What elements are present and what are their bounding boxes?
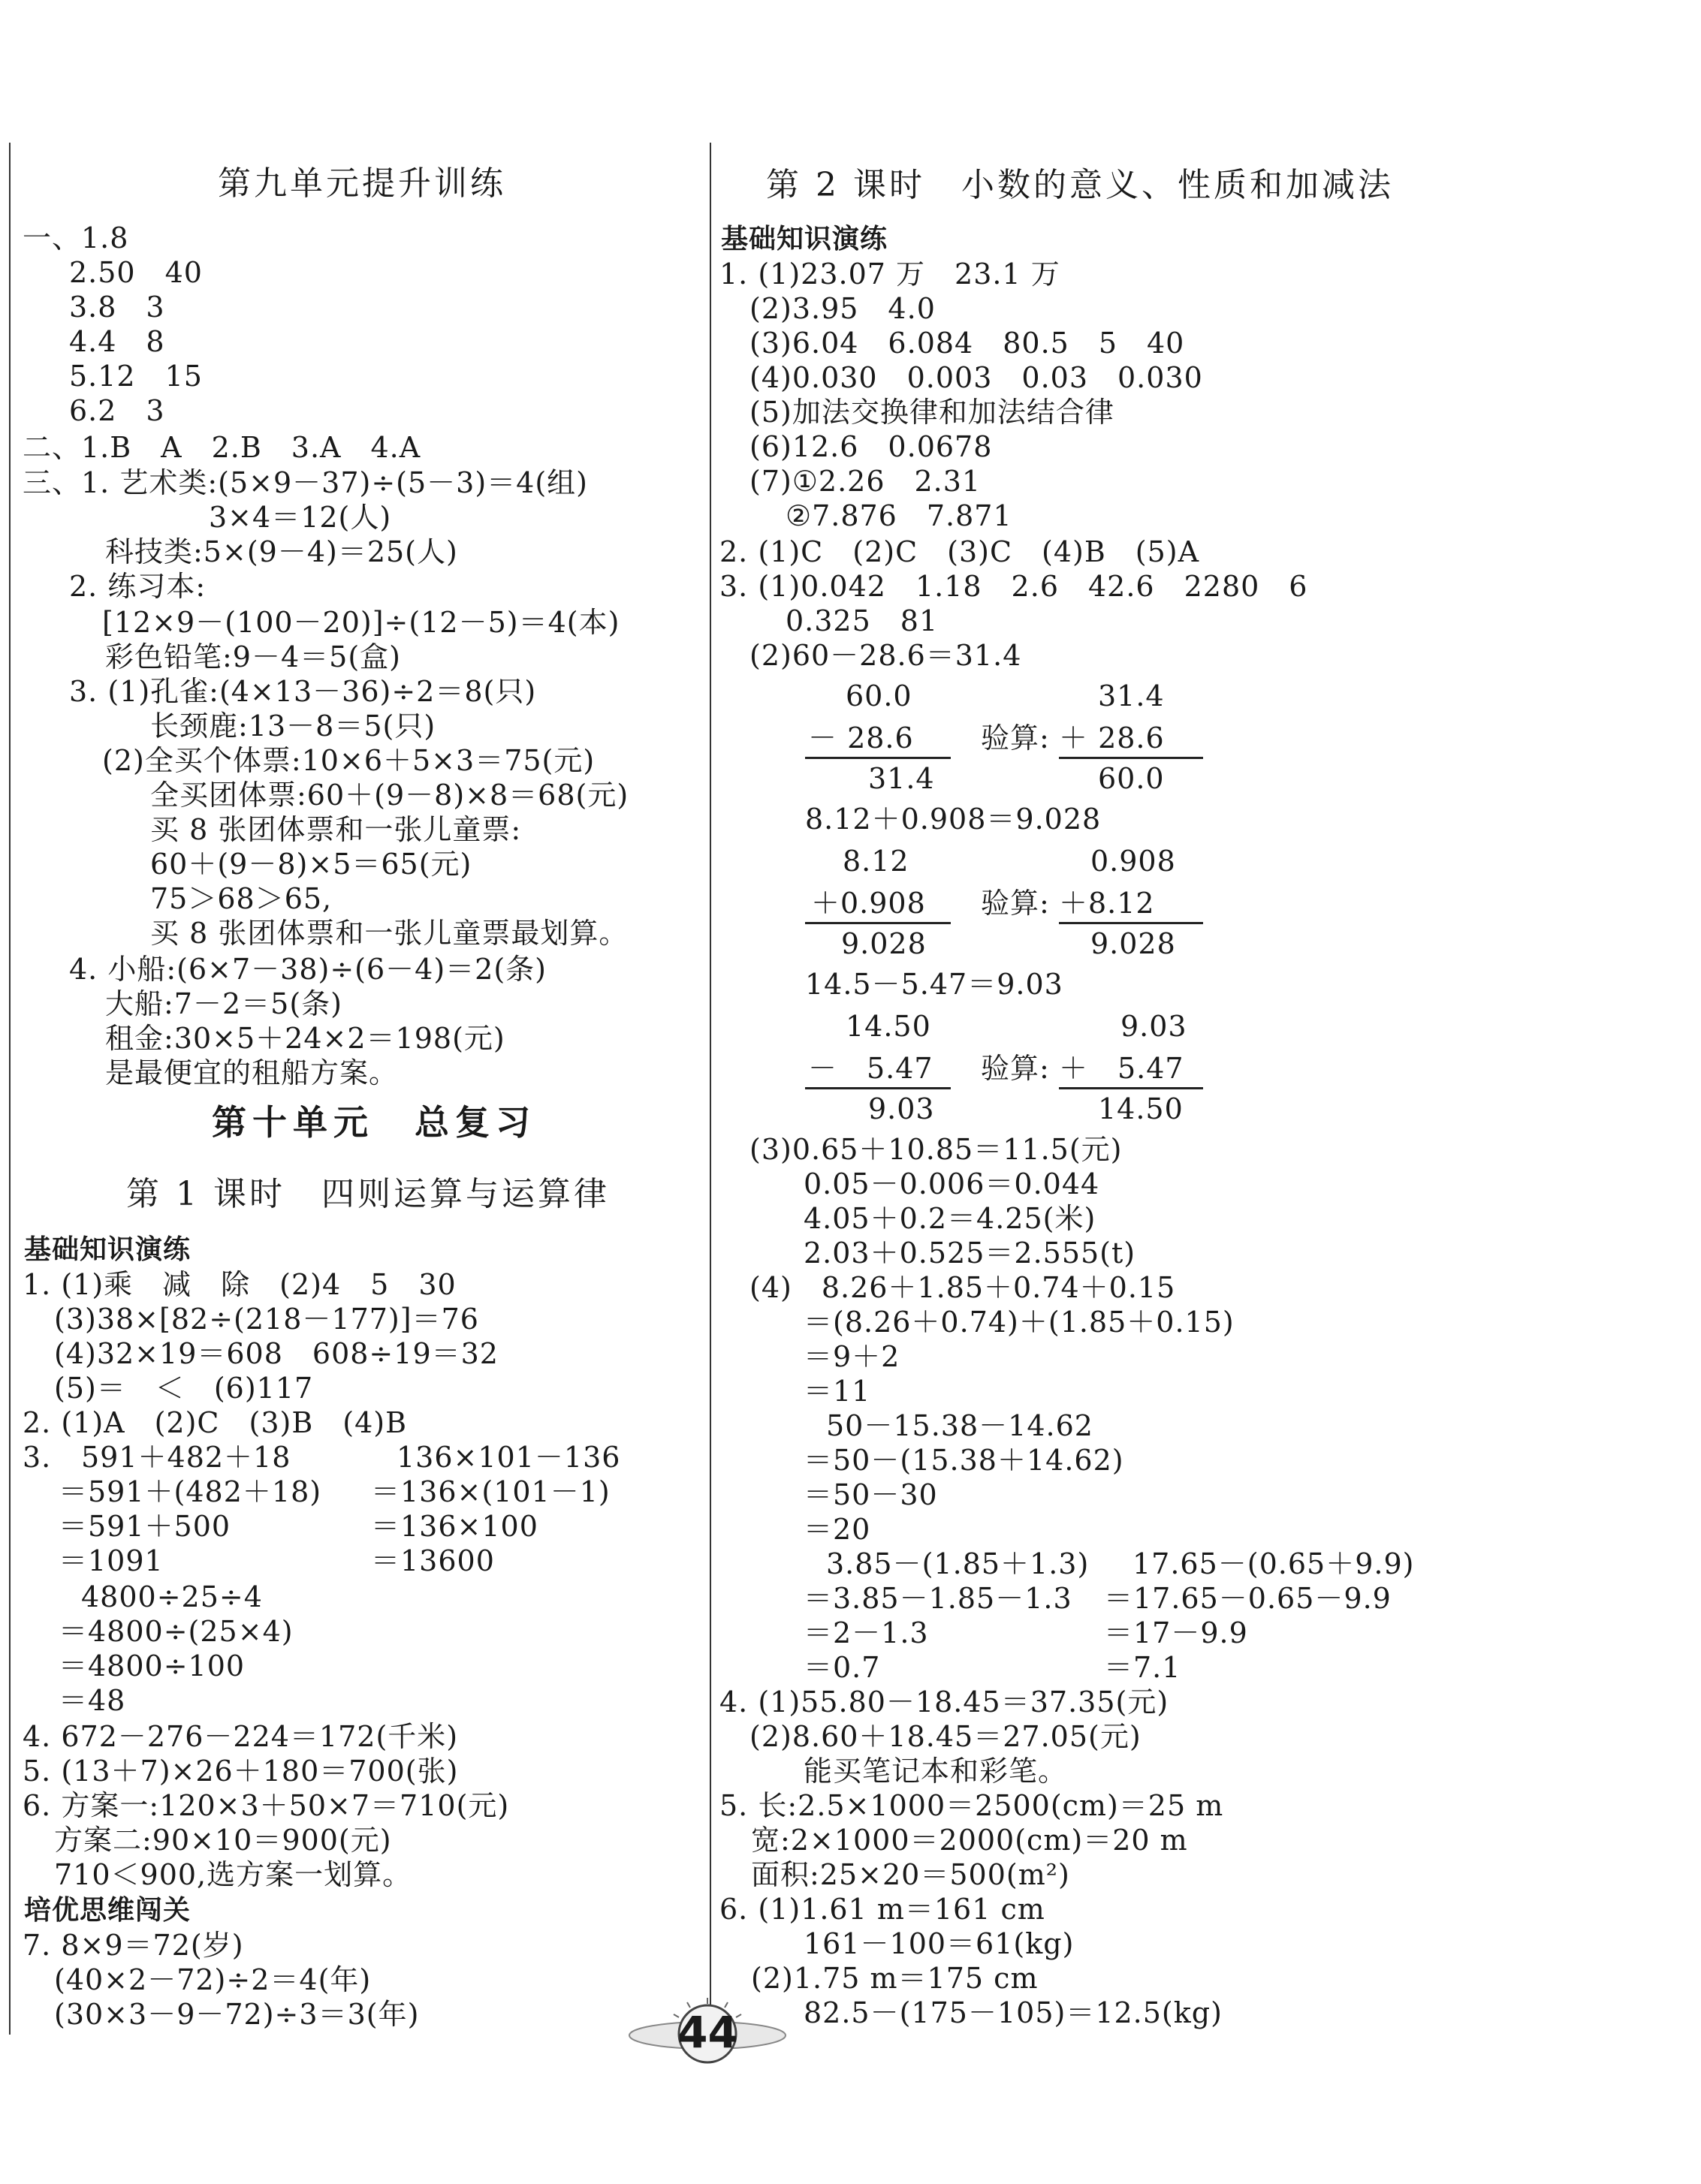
- answer-line: 租金:30×5＋24×2＝198(元): [105, 1022, 505, 1055]
- vertical-check-operand: ＋ 28.6: [1059, 721, 1165, 755]
- calc-line: 136×101－136: [397, 1441, 621, 1474]
- answer-line: (6)12.6 0.0678: [749, 430, 993, 463]
- vertical-calc-result: 9.03: [868, 1092, 935, 1125]
- answer-line: 82.5－(175－105)＝12.5(kg): [804, 1996, 1223, 2029]
- answer-line: 二、1.B A 2.B 3.A 4.A: [23, 431, 421, 464]
- answer-line: (40×2－72)÷2＝4(年): [54, 1963, 372, 1996]
- vertical-calc-result: 9.028: [841, 927, 927, 960]
- answer-line: 60＋(9－8)×5＝65(元): [150, 848, 472, 881]
- equation-line: 8.12＋0.908＝9.028: [805, 803, 1102, 836]
- calc-line: ＝2－1.3: [804, 1616, 929, 1649]
- answer-line: 75＞68＞65,: [150, 882, 333, 915]
- calc-line: ＝136×(101－1): [371, 1475, 611, 1508]
- section-basic-right: 基础知识演练: [721, 224, 888, 255]
- answer-line: 710＜900,选方案一划算。: [54, 1858, 412, 1891]
- calc-line: ＝4800÷100: [59, 1649, 246, 1682]
- answer-line: (30×3－9－72)÷3＝3(年): [54, 1998, 420, 2031]
- calc-line: ＝591＋500: [59, 1510, 231, 1543]
- answer-line: 161－100＝61(kg): [804, 1927, 1075, 1960]
- answer-line: 面积:25×20＝500(m²): [751, 1858, 1070, 1891]
- calc-line: ＝4800÷(25×4): [59, 1615, 294, 1648]
- answer-line: (3)0.65＋10.85＝11.5(元): [749, 1133, 1123, 1166]
- calc-line: ＝(8.26＋0.74)＋(1.85＋0.15): [804, 1306, 1235, 1339]
- answer-line: (2)60－28.6＝31.4: [749, 639, 1022, 672]
- calc-line: ＝7.1: [1104, 1651, 1181, 1684]
- answer-line: 2.03＋0.525＝2.555(t): [804, 1237, 1136, 1270]
- answer-line: (4)0.030 0.003 0.03 0.030: [749, 361, 1203, 394]
- answer-line: 2. (1)A (2)C (3)B (4)B: [23, 1406, 408, 1439]
- answer-line: (7)①2.26 2.31: [749, 465, 982, 498]
- answer-line: 4. (1)55.80－18.45＝37.35(元): [719, 1685, 1169, 1719]
- answer-line: 能买笔记本和彩笔。: [804, 1755, 1068, 1788]
- answer-line: 是最便宜的租船方案。: [105, 1056, 399, 1089]
- answer-line: 三、1. 艺术类:(5×9－37)÷(5－3)＝4(组): [23, 466, 589, 499]
- answer-line: 5.12 15: [69, 360, 203, 393]
- vertical-check-operand: ＋ 5.47: [1059, 1052, 1184, 1085]
- answer-line: 6. (1)1.61 m＝161 cm: [719, 1893, 1045, 1926]
- vertical-check-rule: [1059, 757, 1203, 759]
- calc-line: ＝13600: [371, 1544, 495, 1577]
- vertical-calc-rule: [805, 1087, 951, 1089]
- calc-line: 3.85－(1.85＋1.3): [826, 1547, 1090, 1580]
- calc-line: ＝17.65－0.65－9.9: [1104, 1582, 1392, 1615]
- page-number-badge: [627, 1993, 789, 2076]
- answer-line: 0.325 81: [786, 604, 939, 637]
- lesson-one-title: 第 1 课时 四则运算与运算律: [126, 1175, 610, 1213]
- calc-line: ＝48: [59, 1684, 126, 1717]
- calc-line: ＝136×100: [371, 1510, 538, 1543]
- section-basic-left: 基础知识演练: [24, 1234, 192, 1265]
- answer-line: (2)8.60＋18.45＝27.05(元): [749, 1720, 1142, 1753]
- check-label: 验算:: [981, 721, 1050, 755]
- answer-line: (2)3.95 4.0: [749, 292, 936, 325]
- answer-line: 6.2 3: [69, 394, 165, 427]
- equation-line: 14.5－5.47＝9.03: [805, 968, 1063, 1001]
- vertical-calc-operand: － 5.47: [808, 1052, 933, 1085]
- answer-line: 大船:7－2＝5(条): [105, 987, 342, 1020]
- answer-line: 3×4＝12(人): [209, 501, 392, 534]
- calc-line: 50－15.38－14.62: [826, 1409, 1093, 1442]
- answer-line: 方案二:90×10＝900(元): [54, 1824, 392, 1857]
- lesson-two-title: 第 2 课时 小数的意义、性质和加减法: [766, 166, 1394, 204]
- answer-line: (3)6.04 6.084 80.5 5 40: [749, 327, 1185, 360]
- vertical-calc-operand: － 28.6: [808, 721, 914, 755]
- answer-line: 5. (13＋7)×26＋180＝700(张): [23, 1755, 459, 1788]
- vertical-calc-operand: ＋0.908: [811, 887, 926, 920]
- vertical-calc-top: 8.12: [843, 845, 909, 878]
- vertical-check-top: 31.4: [1098, 679, 1165, 712]
- answer-line: [12×9－(100－20)]÷(12－5)＝4(本): [102, 606, 620, 639]
- answer-line: 4. 小船:(6×7－38)÷(6－4)＝2(条): [69, 953, 547, 986]
- answer-line: 彩色铅笔:9－4＝5(盒): [105, 640, 401, 673]
- answer-line: 宽:2×1000＝2000(cm)＝20 m: [751, 1824, 1188, 1857]
- calc-line: ＝9＋2: [804, 1340, 900, 1373]
- vertical-check-top: 9.03: [1120, 1010, 1187, 1043]
- answer-line: (2)全买个体票:10×6＋5×3＝75(元): [102, 744, 596, 777]
- answer-line: 一、1.8: [23, 221, 129, 255]
- answer-line: 0.05－0.006＝0.044: [804, 1167, 1100, 1200]
- answer-line: 1. (1)乘 减 除 (2)4 5 30: [23, 1268, 457, 1301]
- calc-line: ＝3.85－1.85－1.3: [804, 1582, 1072, 1615]
- check-label: 验算:: [981, 1052, 1050, 1085]
- answer-line: 5. 长:2.5×1000＝2500(cm)＝25 m: [719, 1789, 1224, 1822]
- answer-line: 6. 方案一:120×3＋50×7＝710(元): [23, 1789, 510, 1822]
- answer-line: (2)1.75 m＝175 cm: [751, 1962, 1039, 1995]
- calc-line: ＝50－(15.38＋14.62): [804, 1444, 1124, 1477]
- section-advanced-left: 培优思维闯关: [24, 1895, 192, 1926]
- vertical-calc-top: 60.0: [846, 679, 912, 712]
- answer-line: 全买团体票:60＋(9－8)×8＝68(元): [150, 779, 629, 812]
- answer-line: (5)加法交换律和加法结合律: [749, 396, 1114, 429]
- answer-line: 4. 672－276－224＝172(千米): [23, 1720, 459, 1753]
- answer-line: 1. (1)23.07 万 23.1 万: [719, 258, 1060, 291]
- vertical-check-operand: ＋8.12: [1059, 887, 1155, 920]
- vertical-check-result: 9.028: [1090, 927, 1176, 960]
- calc-line: 17.65－(0.65＋9.9): [1132, 1547, 1415, 1580]
- answer-line: 2. (1)C (2)C (3)C (4)B (5)A: [719, 535, 1200, 568]
- answer-line: (3)38×[82÷(218－177)]＝76: [54, 1303, 479, 1336]
- answer-line: 3.: [23, 1441, 52, 1474]
- vertical-calc-result: 31.4: [868, 762, 935, 795]
- calc-line: 591＋482＋18: [81, 1441, 291, 1474]
- answer-line: 2. 练习本:: [69, 570, 207, 603]
- calc-line: ＝11: [804, 1375, 871, 1408]
- answer-line: 科技类:5×(9－4)＝25(人): [105, 535, 458, 568]
- answer-line: 买 8 张团体票和一张儿童票最划算。: [150, 917, 629, 950]
- calc-line: 4800÷25÷4: [81, 1580, 263, 1613]
- vertical-check-result: 60.0: [1098, 762, 1165, 795]
- calc-line: ＝1091: [59, 1544, 164, 1577]
- unit-ten-title: 第十单元 总复习: [212, 1102, 536, 1143]
- answer-line: (4) 8.26＋1.85＋0.74＋0.15: [749, 1271, 1176, 1304]
- calc-line: ＝50－30: [804, 1478, 938, 1511]
- page-number: 44: [677, 2007, 738, 2058]
- calc-line: ＝20: [804, 1513, 871, 1546]
- vertical-calc-rule: [805, 922, 951, 924]
- answer-line: 长颈鹿:13－8＝5(只): [150, 709, 436, 743]
- calc-line: ＝591＋(482＋18): [59, 1475, 322, 1508]
- answer-line: 7. 8×9＝72(岁): [23, 1929, 244, 1962]
- answer-line: (5)＝ ＜ (6)117: [54, 1372, 314, 1405]
- answer-line: 买 8 张团体票和一张儿童票:: [150, 813, 522, 846]
- answer-line: 2.50 40: [69, 256, 203, 289]
- answer-line: 4.05＋0.2＝4.25(米): [804, 1202, 1096, 1235]
- vertical-check-top: 0.908: [1090, 845, 1176, 878]
- vertical-calc-rule: [805, 757, 951, 759]
- vertical-calc-top: 14.50: [846, 1010, 931, 1043]
- answer-line: ②7.876 7.871: [786, 499, 1012, 532]
- calc-line: ＝17－9.9: [1104, 1616, 1248, 1649]
- answer-line: 3. (1)0.042 1.18 2.6 42.6 2280 6: [719, 570, 1308, 603]
- vertical-check-result: 14.50: [1098, 1092, 1184, 1125]
- answer-line: 3. (1)孔雀:(4×13－36)÷2＝8(只): [69, 675, 537, 708]
- vertical-check-rule: [1059, 922, 1203, 924]
- answer-line: (4)32×19＝608 608÷19＝32: [54, 1337, 499, 1370]
- unit-nine-title: 第九单元提升训练: [218, 164, 506, 203]
- answer-line: 4.4 8: [69, 325, 165, 358]
- vertical-check-rule: [1059, 1087, 1203, 1089]
- answer-line: 3.8 3: [69, 291, 165, 324]
- check-label: 验算:: [981, 887, 1050, 920]
- calc-line: ＝0.7: [804, 1651, 881, 1684]
